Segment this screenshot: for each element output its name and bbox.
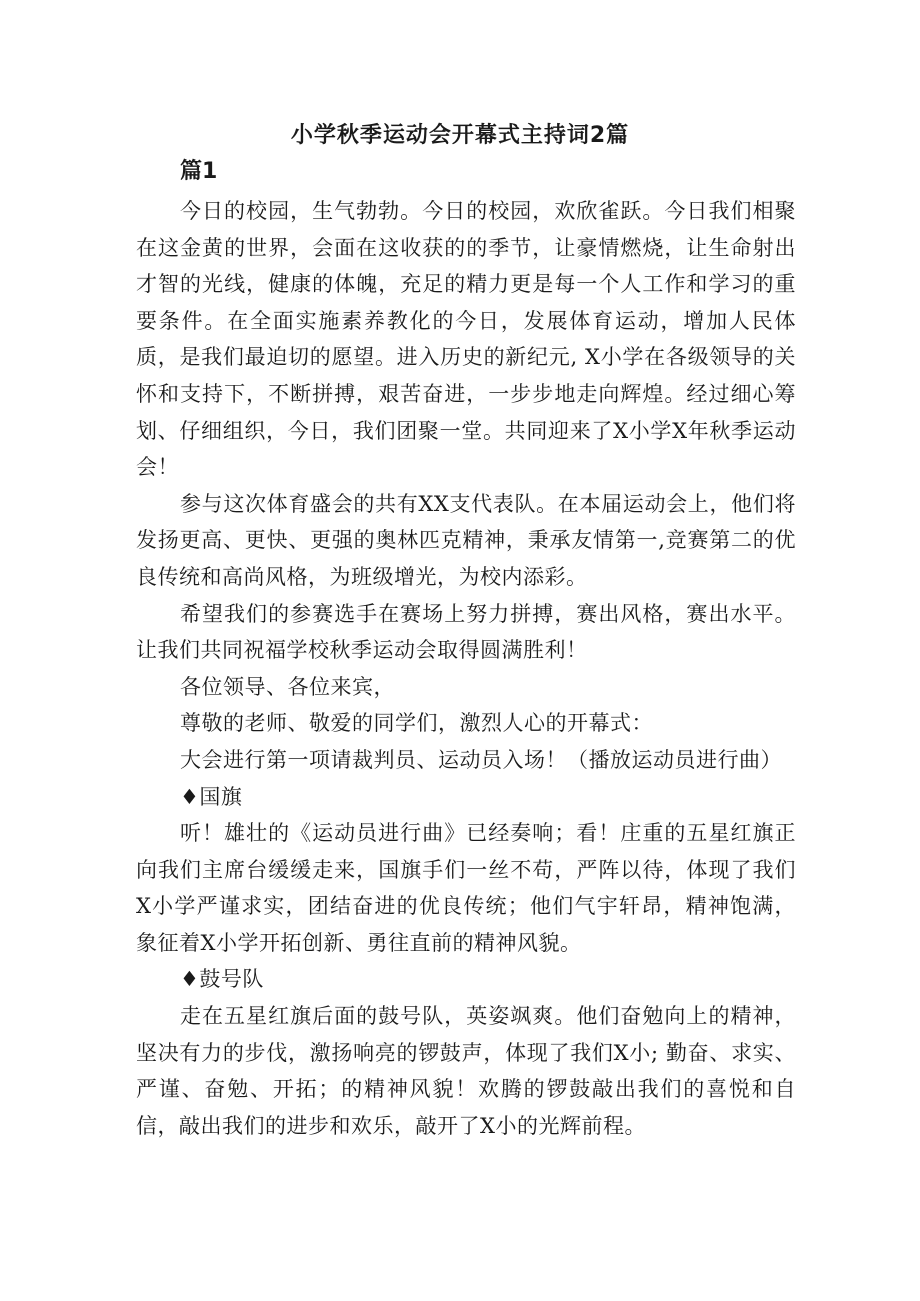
paragraph-intro: 今日的校园，生气勃勃。今日的校园，欢欣雀跃。今日我们相聚在这金黄的世界，会面在这收获的的季节，让豪情燃烧，让生命射出才智的光线，健康的体魄，充足的精力更是每一个人工作和学习的重要条件。在全面实施素养教化的今日，发展体育运动，增加人民体质，是我们最迫切的愿望。进入历史的新纪元, X小学在各级领导的关怀和支持下，不断拼搏，艰苦奋进，一步步地走向辉煌。经过细心筹划、仔细组织，今日，我们团聚一堂。共同迎来了X小学X年秋季运动会！ xyxy=(136,199,796,480)
paragraph-first-item: 大会进行第一项请裁判员、运动员入场！（播放运动员进行曲） xyxy=(180,747,782,772)
bullet-national-flag: ♦国旗 xyxy=(180,784,243,809)
paragraph-national-flag: 听！雄壮的《运动员进行曲》已经奏响；看！庄重的五星红旗正向我们主席台缓缓走来，国旗手们一丝不苟，严阵以待，体现了我们X小学严谨求实，团结奋进的优良传统；他们气宇轩昂，精神饱满，象征着X小学开拓创新、勇往直前的精神风貌。 xyxy=(136,821,796,955)
paragraph-greeting-teachers: 尊敬的老师、敬爱的同学们，激烈人心的开幕式： xyxy=(180,711,653,736)
section-heading: 篇1 xyxy=(180,159,218,184)
paragraph-wishes: 希望我们的参赛选手在赛场上努力拼搏，赛出风格，赛出水平。让我们共同祝福学校秋季运动会取得圆满胜利！ xyxy=(136,601,796,663)
document-body xyxy=(136,155,796,1144)
paragraph-drum-band: 走在五星红旗后面的鼓号队，英姿飒爽。他们奋勉向上的精神，坚决有力的步伐，激扬响亮的锣鼓声，体现了我们X小; 勤奋、求实、严谨、奋勉、开拓；的精神风貌！欢腾的锣鼓敲出我们的喜悦和自信，敲出我们的进步和欢乐，敲开了X小的光辉前程。 xyxy=(136,1004,796,1138)
paragraph-teams: 参与这次体育盛会的共有XX支代表队。在本届运动会上，他们将发扬更高、更快、更强的奥林匹克精神，秉承友情第一,竞赛第二的优良传统和高尚风格，为班级增光，为校内添彩。 xyxy=(136,491,796,589)
paragraph-greeting-leaders: 各位领导、各位来宾， xyxy=(180,674,395,699)
bullet-drum-band: ♦鼓号队 xyxy=(180,967,264,992)
document-title: 小学秋季运动会开幕式主持词2篇 xyxy=(290,123,630,148)
